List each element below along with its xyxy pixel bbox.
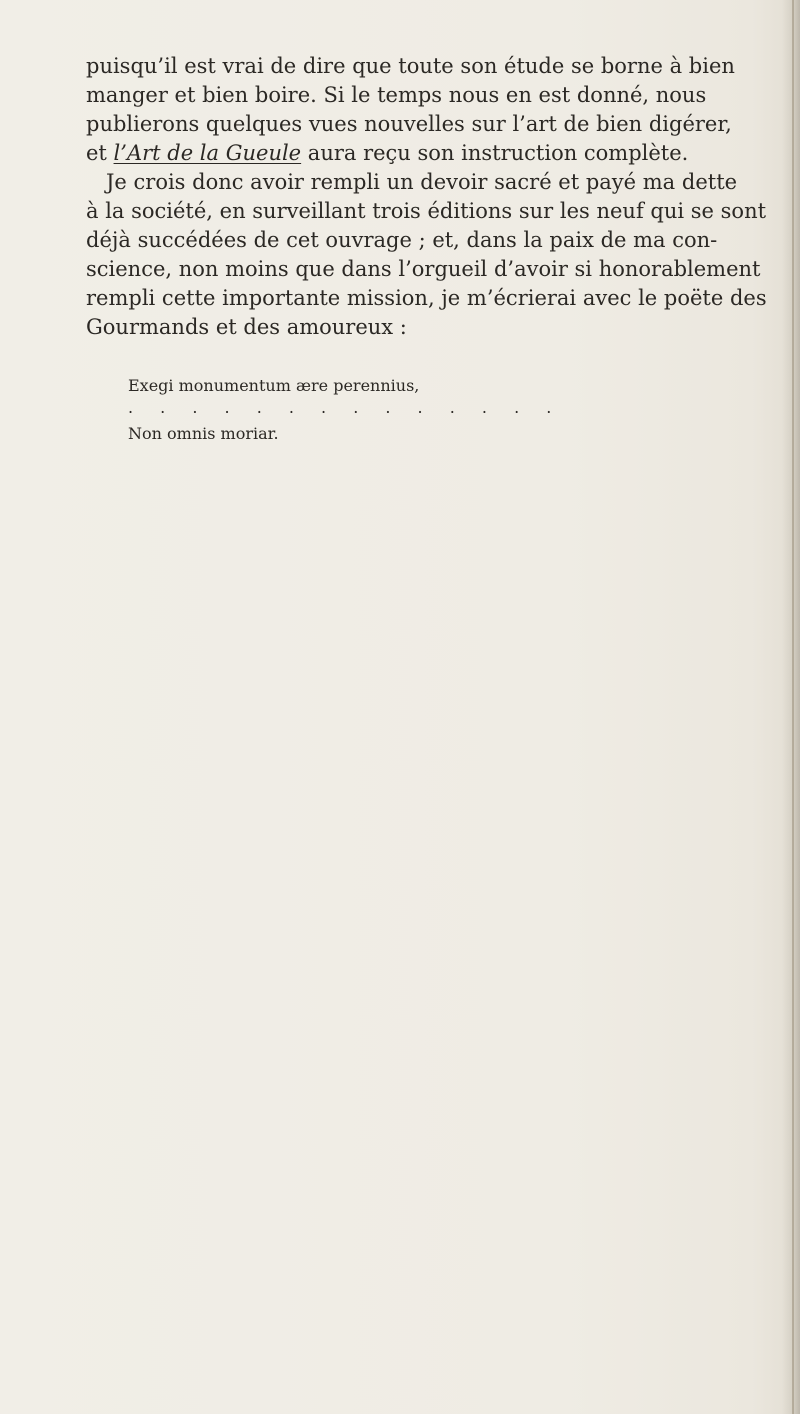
quote-line-1: Exegi monumentum ære perennius,: [128, 376, 420, 395]
paragraph-2-line-2: à la société, en surveillant trois éditions sur les neuf qui se sont: [86, 199, 767, 223]
paragraph-2-line-1: Je crois donc avoir rempli un devoir sacré et payé ma dette: [106, 170, 738, 194]
page-edge-line: [792, 0, 794, 1414]
paragraph-1-line-1: puisqu’il est vrai de dire que toute son étude se borne à bien: [86, 54, 735, 78]
line-4-suffix: aura reçu son instruction complète.: [301, 141, 689, 165]
page-edge-shadow: [782, 0, 800, 1414]
paragraph-1-line-3: publierons quelques vues nouvelles sur l’art de bien digérer,: [86, 112, 732, 136]
paragraph-1-line-4: [86, 139, 776, 168]
quote-ellipsis-dots: . . . . . . . . . . . . . .: [128, 398, 563, 417]
paragraph-2-line-5: rempli cette importante mission, je m’écrierai avec le poëte des: [86, 286, 767, 310]
line-4-prefix: et: [86, 141, 114, 165]
paragraph-2-line-3: déjà succédées de cet ouvrage ; et, dans la paix de ma con-: [86, 228, 718, 252]
body-text: [86, 52, 776, 342]
paragraph-2-line-4: science, non moins que dans l’orgueil d’avoir si honorablement: [86, 257, 761, 281]
paragraph-2-line-6: Gourmands et des amoureux :: [86, 315, 407, 339]
latin-quotation: [128, 375, 563, 445]
quote-line-2: Non omnis moriar.: [128, 424, 279, 443]
book-title-reference: l’Art de la Gueule: [113, 141, 302, 165]
paragraph-1-line-2: manger et bien boire. Si le temps nous en est donné, nous: [86, 83, 707, 107]
